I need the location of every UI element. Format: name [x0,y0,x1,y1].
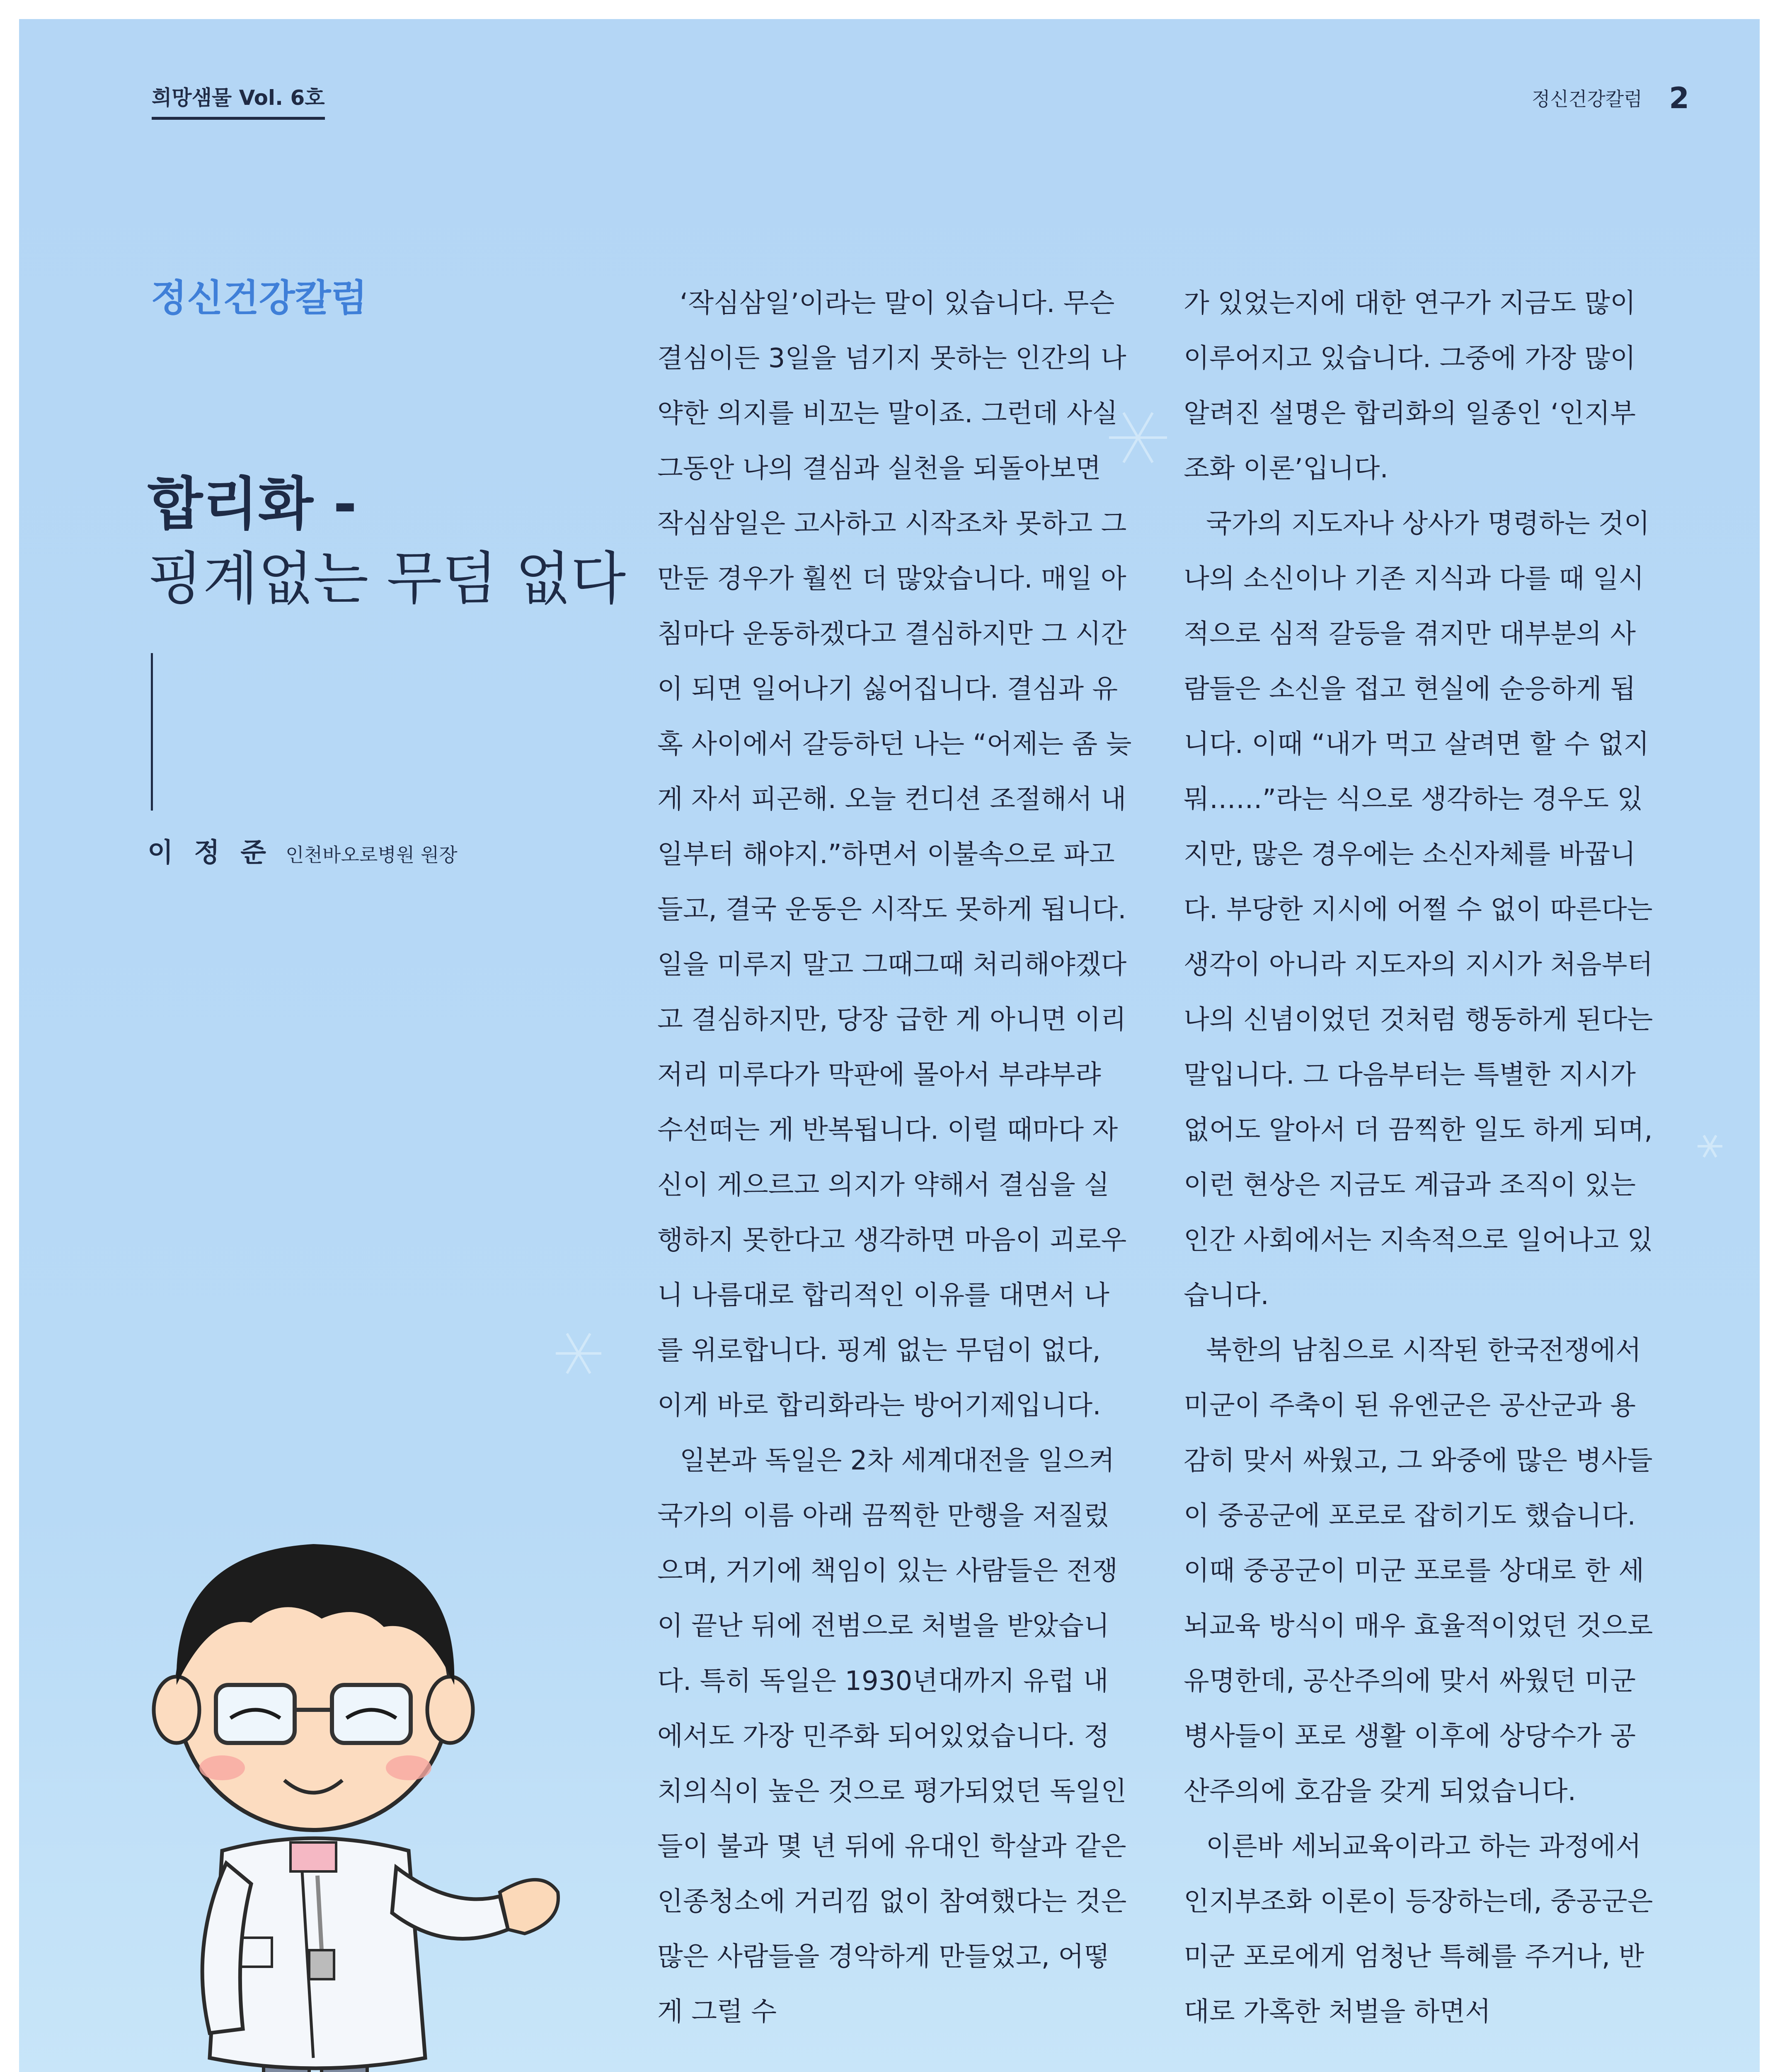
article-title: 합리화 - [148,471,357,537]
magazine-page [19,19,1760,2072]
author-byline [148,831,458,869]
header-section: 정신건강칼럼 [1532,88,1642,110]
page-number: 2 [1669,81,1689,115]
paragraph: ‘작심삼일’이라는 말이 있습니다. 무슨 결심이든 3일을 넘기지 못하는 인간의 나약한 의지를 비꼬는 말이죠. 그런데 사실 그동안 나의 결심과 실천을 되돌아보면 작심삼일은 고사하고 시작조차 못하고 그만둔 경우가 훨씬 더 많았습니다. 매일 아침마다 운동하겠다고 결심하지만 그 시간이 되면 일어나기 싫어집니다. 결심과 유혹 사이에서 갈등하던 나는 “어제는 좀 늦게 자서 피곤해. 오늘 컨디션 조절해서 내일부터 해야지.”하면서 이불속으로 파고들고, 결국 운동은 시작도 못하게 됩니다. 일을 미루지 말고 그때그때 처리해야겠다고 결심하지만, 당장 급한 게 아니면 이리저리 미루다가 막판에 몰아서 부랴부랴 수선떠는 게 반복됩니다. 이럴 때마다 자신이 게으르고 의지가 약해서 결심을 실행하지 못한다고 생각하면 마음이 괴로우니 나름대로 합리적인 이유를 대면서 나를 위로합니다. 핑계 없는 무덤이 없다, 이게 바로 합리화라는 방어기제입니다. [657,288,1132,1421]
article-subtitle: 핑계없는 무덤 없다 [148,545,626,612]
paragraph: 국가의 지도자나 상사가 명령하는 것이 나의 소신이나 기존 지식과 다를 때 일시적으로 심적 갈등을 겪지만 대부분의 사람들은 소신을 접고 현실에 순응하게 됩니다. 이때 “내가 먹고 살려면 할 수 없지 뭐……”라는 식으로 생각하는 경우도 있지만, 많은 경우에는 소신자체를 바꿉니다. 부당한 지시에 어쩔 수 없이 따른다는 생각이 아니라 지도자의 지시가 처음부터 나의 신념이었던 것처럼 행동하게 된다는 말입니다. 그 다음부터는 특별한 지시가 없어도 알아서 더 끔찍한 일도 하게 되며, 이런 현상은 지금도 계급과 조직이 있는 인간 사회에서는 지속적으로 일어나고 있습니다. [1184,508,1653,1311]
title-divider [151,653,153,811]
body-column-1 [657,276,1134,2040]
paragraph-continued: 가 있었는지에 대한 연구가 지금도 많이 이루어지고 있습니다. 그중에 가장 많이 알려진 설명은 합리화의 일종인 ‘인지부조화 이론’입니다. [1184,288,1636,484]
magazine-title: 희망샘물 Vol. 6호 [152,81,325,120]
author-role: 인천바오로병원 원장 [286,844,458,866]
paragraph: 일본과 독일은 2차 세계대전을 일으켜 국가의 이름 아래 끔찍한 만행을 저질렀으며, 거기에 책임이 있는 사람들은 전쟁이 끝난 뒤에 전범으로 처벌을 받았습니다. 특히 독일은 1930년대까지 유럽 내에서도 가장 민주화 되어있었습니다. 정치의식이 높은 것으로 평가되었던 독일인들이 불과 몇 년 뒤에 유대인 학살과 같은 인종청소에 거리낌 없이 참여했다는 것은 많은 사람들을 경악하게 만들었고, 어떻게 그럴 수 [657,1445,1127,2027]
section-label: 정신건강칼럼 [151,276,367,320]
body-column-2 [1184,276,1660,2040]
paragraph: 북한의 남침으로 시작된 한국전쟁에서 미군이 주축이 된 유엔군은 공산군과 용감히 맞서 싸웠고, 그 와중에 많은 병사들이 중공군에 포로로 잡히기도 했습니다. 이때 중공군이 미군 포로를 상대로 한 세뇌교육 방식이 매우 효율적이었던 것으로 유명한데, 공산주의에 맞서 싸웠던 미군 병사들이 포로 생활 이후에 상당수가 공산주의에 호감을 갖게 되었습니다. [1184,1335,1653,1807]
author-name: 이 정 준 [148,838,272,868]
paragraph: 이른바 세뇌교육이라고 하는 과정에서 인지부조화 이론이 등장하는데, 중공군은 미군 포로에게 엄청난 특혜를 주거나, 반대로 가혹한 처벌을 하면서 [1184,1831,1653,2027]
doctor-character [154,1544,558,2072]
page-header [1532,81,1689,115]
